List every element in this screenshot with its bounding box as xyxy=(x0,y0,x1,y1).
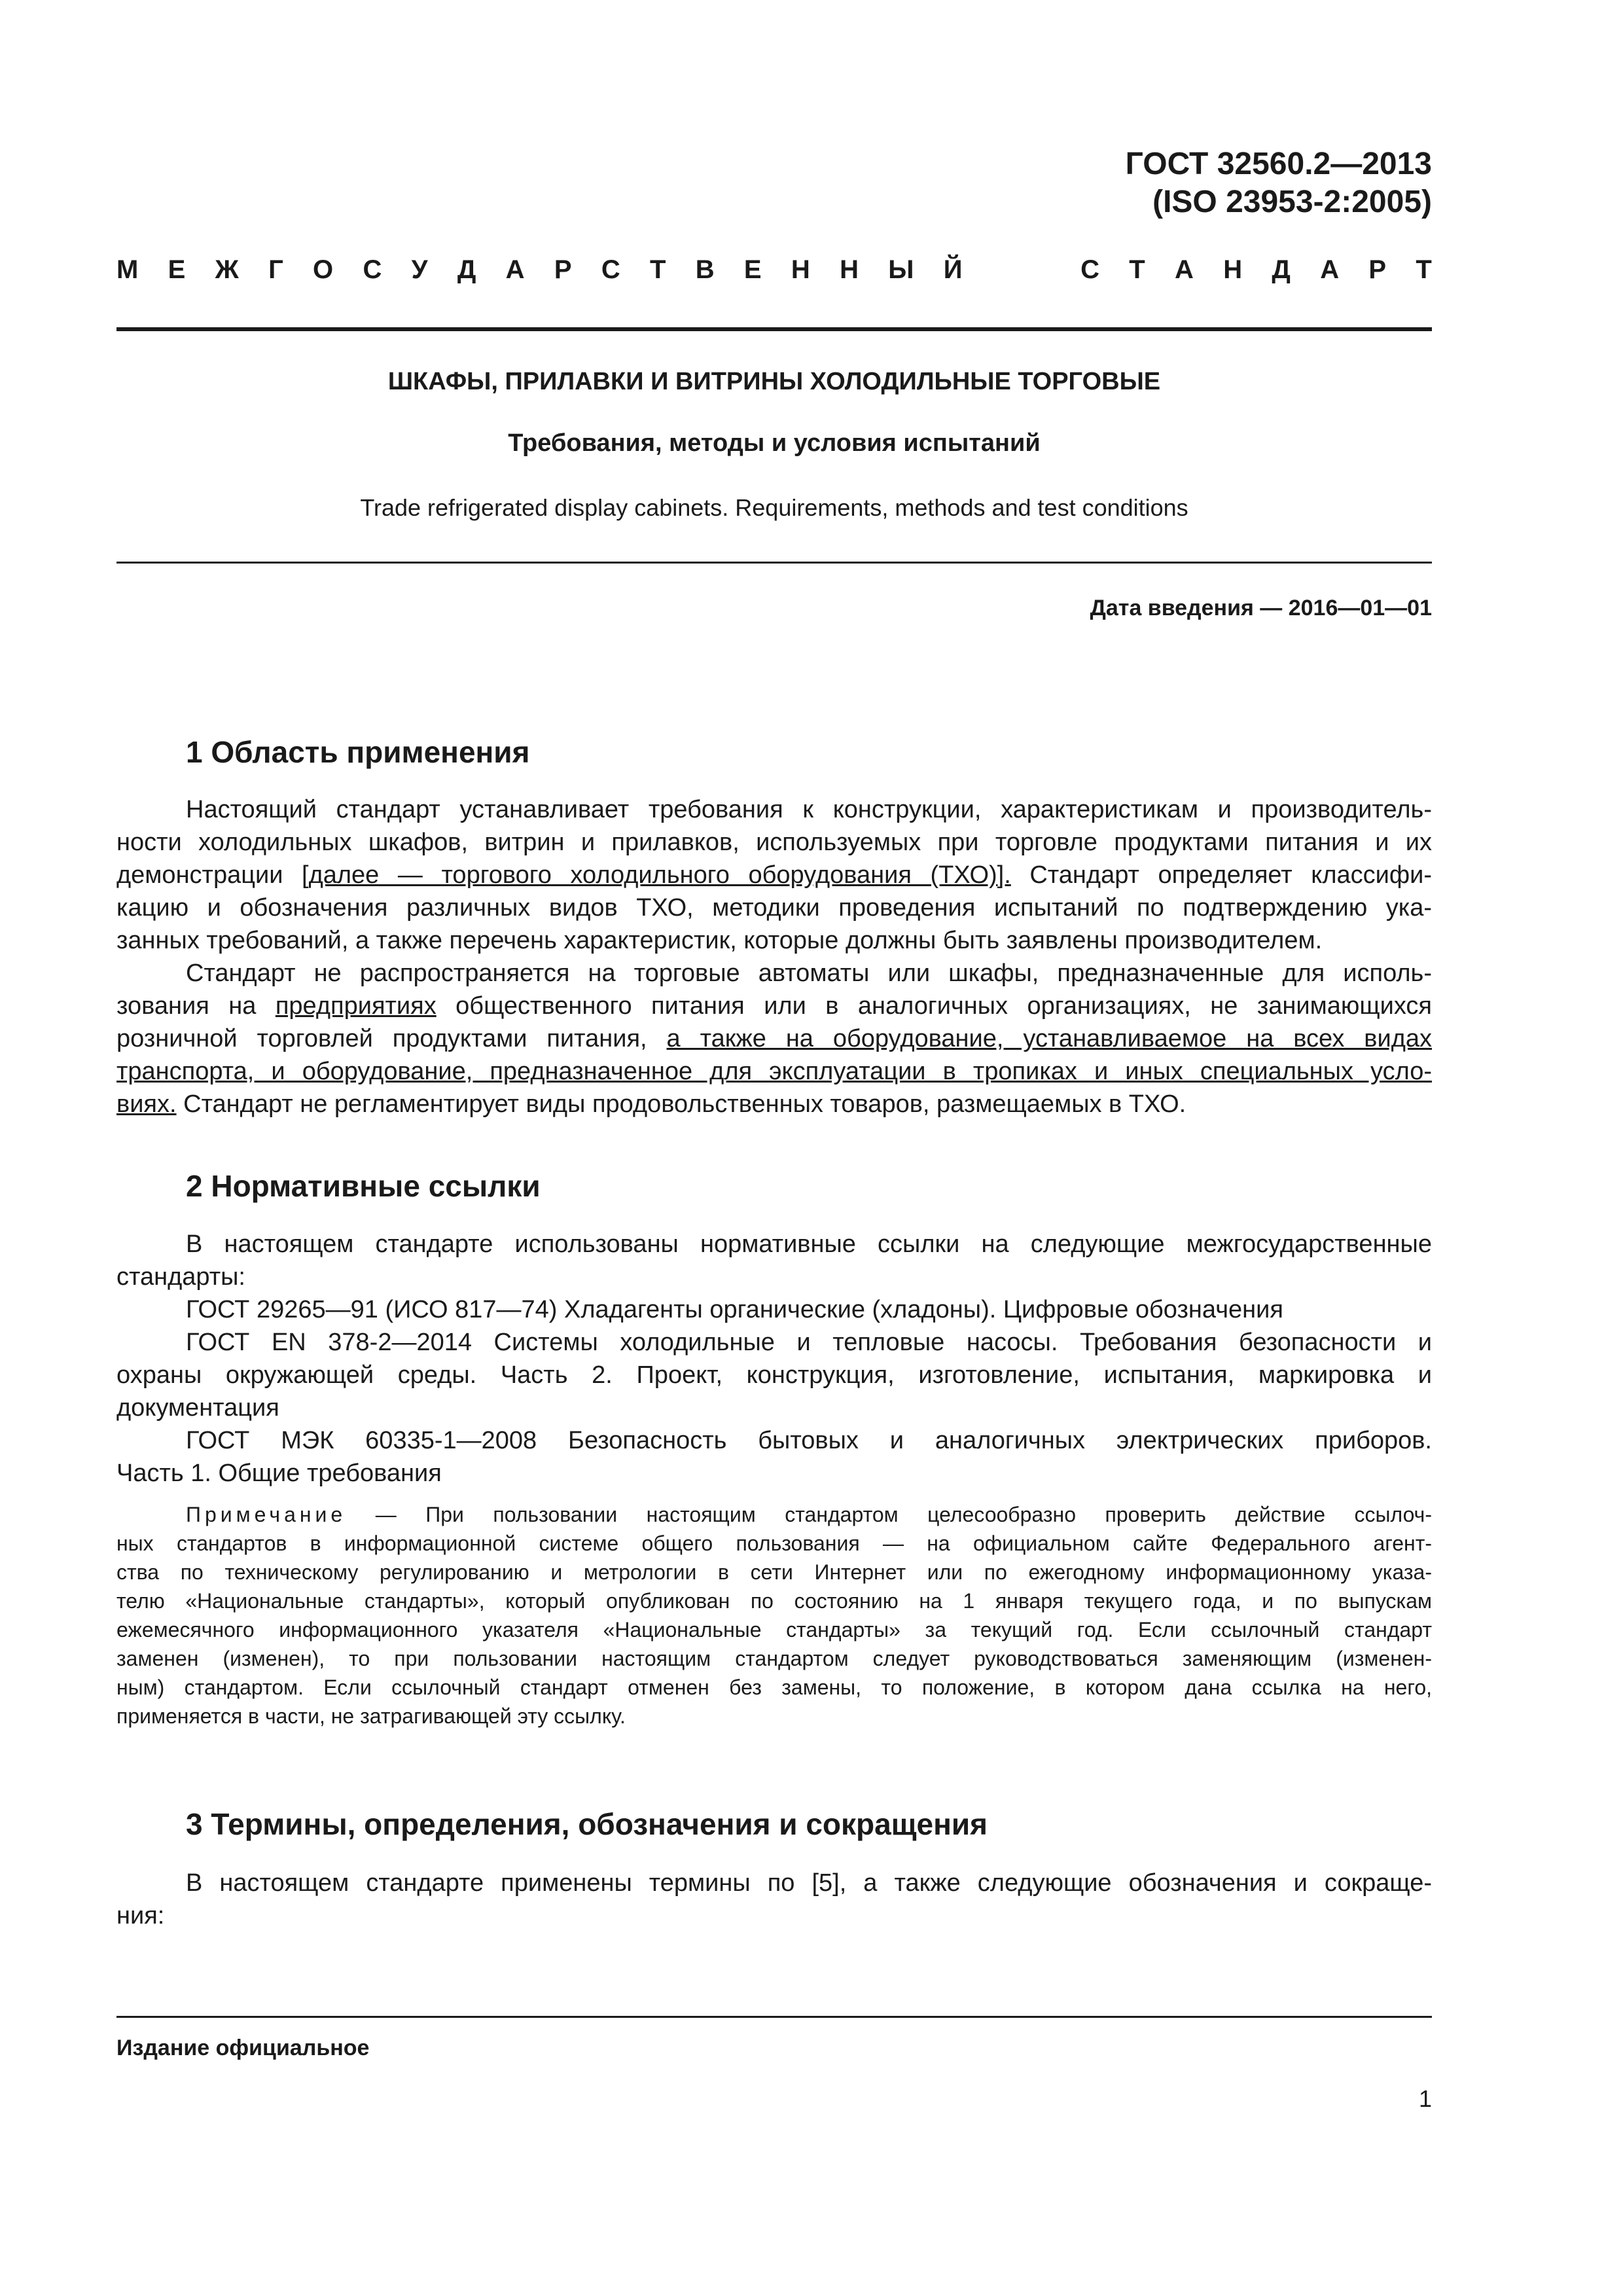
text-line: В настоящем стандарте использованы нормативные ссылки на следующие межгосударственные xyxy=(186,1230,1432,1258)
banner-gap xyxy=(992,255,1051,285)
text-line: стандарты: xyxy=(116,1263,245,1291)
text-line: применяется в части, не затрагивающей эту ссылку. xyxy=(116,1704,626,1728)
text-fragment: — При пользовании настоящим стандартом целесообразно проверить действие ссылоч- xyxy=(346,1503,1432,1526)
edition-label: Издание официальное xyxy=(116,2036,370,2060)
underlined-text: [далее — торгового холодильного оборудования (ТХО)]. xyxy=(302,861,1011,889)
text-line: В настоящем стандарте применены термины по [5], а также следующие обозначения и сокраще- xyxy=(186,1869,1432,1897)
banner-letter: А xyxy=(505,255,525,284)
text-fragment: зования на xyxy=(116,992,276,1020)
footer-rule xyxy=(116,2016,1432,2018)
text-line: ным) стандартом. Если ссылочный стандарт отменен без замены, то положение, в котором дана ссылка на него, xyxy=(116,1676,1432,1699)
banner-letter: Р xyxy=(1368,255,1387,284)
banner-letter: Т xyxy=(1416,255,1432,284)
header-rule xyxy=(116,327,1432,331)
text-fragment: Стандарт не регламентирует виды продовольственных товаров, размещаемых в ТХО. xyxy=(176,1090,1186,1118)
banner-letter: Ж xyxy=(215,255,239,284)
banner-letter: С xyxy=(1080,255,1099,284)
text-line: Настоящий стандарт устанавливает требования к конструкции, характеристикам и производитель- xyxy=(186,796,1432,823)
underlined-text: предприятиях xyxy=(275,992,437,1020)
document-page xyxy=(116,0,1432,2296)
text-line xyxy=(116,859,1432,891)
text-line: ния: xyxy=(116,1902,165,1929)
section-2-intro xyxy=(116,1228,1432,1293)
text-line: телю «Национальные стандарты», который опубликован по состоянию на 1 января текущего года, и по выпускам xyxy=(116,1589,1432,1613)
section-1-paragraph-1 xyxy=(116,793,1432,957)
banner-letter: Т xyxy=(650,255,666,284)
standard-type-banner xyxy=(116,255,1432,285)
section-1-paragraph-2 xyxy=(116,957,1432,1121)
banner-letter: Р xyxy=(554,255,572,284)
banner-letter: Д xyxy=(457,255,476,284)
section-2-heading: 2 Нормативные ссылки xyxy=(186,1169,541,1203)
underlined-text: транспорта, и оборудование, предназначенное для эксплуатации в тропиках и иных специальных усло- xyxy=(116,1058,1432,1085)
text-line: ежемесячного информационного указателя «Национальные стандарты» за текущий год. Если ссылочный стандарт xyxy=(116,1618,1432,1641)
text-line: занных требований, а также перечень характеристик, которые должны быть заявлены производителем. xyxy=(116,927,1323,954)
text-line xyxy=(116,1088,1432,1121)
banner-letter: А xyxy=(1320,255,1340,284)
text-fragment: демонстрации xyxy=(116,861,302,889)
text-line: ства по техническому регулированию и метрологии в сети Интернет или по ежегодному информационному указа- xyxy=(116,1560,1432,1584)
text-fragment: Стандарт определяет классифи- xyxy=(1010,861,1433,889)
banner-letter: Н xyxy=(791,255,810,284)
section-1-heading: 1 Область применения xyxy=(186,735,530,769)
banner-letter: Д xyxy=(1272,255,1291,284)
document-subtitle: Требования, методы и условия испытаний xyxy=(508,429,1041,457)
iso-number: (ISO 23953-2:2005) xyxy=(1152,185,1432,219)
banner-letter: В xyxy=(695,255,715,284)
text-line xyxy=(116,1500,1432,1529)
document-title: ШКАФЫ, ПРИЛАВКИ И ВИТРИНЫ ХОЛОДИЛЬНЫЕ ТОРГОВЫЕ xyxy=(387,368,1161,395)
text-line: кацию и обозначения различных видов ТХО, методики проведения испытаний по подтверждению ука- xyxy=(116,894,1432,922)
gost-number: ГОСТ 32560.2—2013 xyxy=(1125,147,1432,181)
banner-letter: О xyxy=(313,255,334,284)
note-label: Примечание xyxy=(186,1503,347,1526)
text-line: ности холодильных шкафов, витрин и прилавков, используемых при торговле продуктами питания и их xyxy=(116,829,1432,856)
text-line xyxy=(116,1022,1432,1055)
page-number: 1 xyxy=(1418,2085,1432,2112)
text-line: заменен (изменен), то при пользовании настоящим стандартом следует руководствоваться заменяющим (изменен- xyxy=(116,1647,1432,1670)
banner-letter: У xyxy=(411,255,428,284)
underlined-text: а также на оборудование, устанавливаемое на всех видах xyxy=(666,1025,1432,1052)
text-line: Часть 1. Общие требования xyxy=(116,1460,442,1487)
banner-letter: Е xyxy=(743,255,762,284)
reference-3 xyxy=(116,1424,1432,1490)
reference-2 xyxy=(116,1326,1432,1424)
section-3-heading: 3 Термины, определения, обозначения и сокращения xyxy=(186,1807,988,1841)
text-fragment: розничной торговлей продуктами питания, xyxy=(116,1025,667,1052)
text-line xyxy=(116,990,1432,1022)
section-3-paragraph-1 xyxy=(116,1867,1432,1932)
banner-letter: М xyxy=(116,255,139,284)
text-fragment: общественного питания или в аналогичных организациях, не занимающихся xyxy=(436,992,1432,1020)
section-2-note xyxy=(116,1500,1432,1731)
text-line: Стандарт не распространяется на торговые автоматы или шкафы, предназначенные для исполь- xyxy=(186,960,1432,987)
title-rule xyxy=(116,562,1432,564)
banner-letter: Й xyxy=(943,255,963,284)
text-line: охраны окружающей среды. Часть 2. Проект, конструкция, изготовление, испытания, маркировка и xyxy=(116,1361,1432,1389)
reference-1 xyxy=(116,1293,1432,1326)
text-line: ных стандартов в информационной системе общего пользования — на официальном сайте Федерального агент- xyxy=(116,1532,1432,1555)
banner-letter: С xyxy=(601,255,620,284)
text-line: ГОСТ EN 378-2—2014 Системы холодильные и тепловые насосы. Требования безопасности и xyxy=(186,1329,1432,1356)
banner-letter: Г xyxy=(268,255,283,284)
banner-letter: А xyxy=(1175,255,1194,284)
english-title: Trade refrigerated display cabinets. Requirements, methods and test conditions xyxy=(360,494,1188,521)
introduction-date: Дата введения — 2016—01—01 xyxy=(1090,596,1432,620)
banner-letter: Н xyxy=(840,255,859,284)
banner-letter: Е xyxy=(168,255,186,284)
banner-letter: Т xyxy=(1129,255,1145,284)
banner-letter: Ы xyxy=(888,255,914,284)
banner-letter: С xyxy=(363,255,382,284)
underlined-text: виях. xyxy=(116,1090,177,1118)
text-line: документация xyxy=(116,1394,279,1422)
banner-letter: Н xyxy=(1223,255,1243,284)
gost-designation xyxy=(1126,145,1432,221)
text-line: ГОСТ МЭК 60335-1—2008 Безопасность бытовых и аналогичных электрических приборов. xyxy=(186,1427,1432,1454)
text-line: ГОСТ 29265—91 (ИСО 817—74) Хладагенты органические (хладоны). Цифровые обозначения xyxy=(186,1296,1283,1323)
